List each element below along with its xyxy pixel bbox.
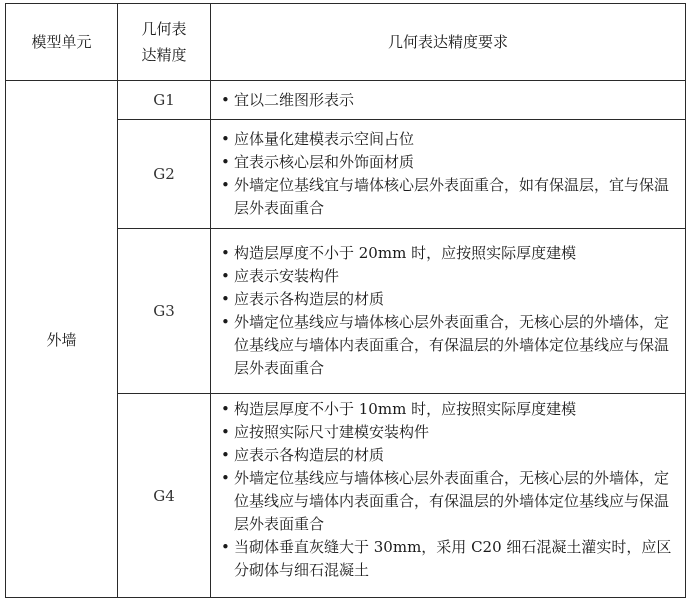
table-row — [6, 81, 686, 120]
requirement-list — [221, 128, 679, 220]
requirement-item — [221, 174, 679, 220]
requirement-item — [221, 444, 679, 467]
geometric-precision-table — [5, 3, 686, 598]
requirement-text: 外墙定位基线宜与墙体核心层外表面重合，如有保温层，宜与保温层外表面重合 — [234, 176, 670, 217]
requirement-item — [221, 89, 679, 112]
bullet-icon: • — [221, 244, 230, 262]
requirement-text: 宜表示核心层和外饰面材质 — [234, 153, 415, 171]
bullet-icon: • — [221, 176, 230, 194]
requirement-text: 构造层厚度不小于 10mm 时，应按照实际厚度建模 — [234, 400, 577, 418]
bullet-icon: • — [221, 90, 230, 109]
bullet-icon: • — [221, 469, 230, 487]
requirement-cell — [211, 229, 686, 394]
requirement-cell — [211, 81, 686, 120]
requirement-text: 应表示各构造层的材质 — [234, 290, 385, 308]
requirement-text: 外墙定位基线应与墙体核心层外表面重合，无核心层的外墙体，定位基线应与墙体内表面重合，有保温层的外墙体定位基线应与保温层外表面重合 — [234, 469, 670, 533]
bullet-icon: • — [221, 446, 230, 464]
requirement-cell — [211, 394, 686, 598]
requirement-item — [221, 398, 679, 421]
header-model-unit: 模型单元 — [6, 4, 118, 81]
header-precision-level — [118, 4, 211, 81]
requirement-list — [221, 398, 679, 582]
bullet-icon: • — [221, 538, 230, 556]
header-requirement: 几何表达精度要求 — [211, 4, 686, 81]
header-precision-level-line2: 达精度 — [141, 46, 187, 64]
requirement-text: 构造层厚度不小于 20mm 时，应按照实际厚度建模 — [234, 244, 577, 262]
requirement-item — [221, 536, 679, 582]
requirement-item — [221, 467, 679, 536]
requirement-list — [221, 89, 679, 112]
requirement-text: 应表示安装构件 — [234, 267, 340, 285]
bullet-icon: • — [221, 290, 230, 308]
requirement-item — [221, 265, 679, 288]
bullet-icon: • — [221, 400, 230, 418]
header-row — [6, 4, 686, 81]
requirement-text: 当砌体垂直灰缝大于 30mm，采用 C20 细石混凝土灌实时，应区分砌体与细石混凝土 — [234, 538, 672, 579]
bullet-icon: • — [221, 153, 230, 171]
bullet-icon: • — [221, 313, 230, 331]
requirement-item — [221, 288, 679, 311]
requirement-text: 宜以二维图形表示 — [234, 90, 355, 109]
bullet-icon: • — [221, 423, 230, 441]
requirement-cell — [211, 120, 686, 229]
model-unit-cell: 外墙 — [6, 81, 118, 598]
requirement-text: 外墙定位基线应与墙体核心层外表面重合，无核心层的外墙体，定位基线应与墙体内表面重合，有保温层的外墙体定位基线应与保温层外表面重合 — [234, 313, 670, 377]
bullet-icon: • — [221, 130, 230, 148]
requirement-text: 应表示各构造层的材质 — [234, 446, 385, 464]
precision-level-cell: G2 — [118, 120, 211, 229]
header-precision-level-line1: 几何表 — [141, 20, 187, 38]
bullet-icon: • — [221, 267, 230, 285]
requirement-item — [221, 421, 679, 444]
precision-level-cell: G4 — [118, 394, 211, 598]
requirement-item — [221, 242, 679, 265]
requirement-text: 应按照实际尺寸建模安装构件 — [234, 423, 430, 441]
precision-level-cell: G1 — [118, 81, 211, 120]
requirement-text: 应体量化建模表示空间占位 — [234, 130, 415, 148]
requirement-item — [221, 151, 679, 174]
precision-level-cell: G3 — [118, 229, 211, 394]
requirement-item — [221, 128, 679, 151]
requirement-item — [221, 311, 679, 380]
requirement-list — [221, 242, 679, 380]
